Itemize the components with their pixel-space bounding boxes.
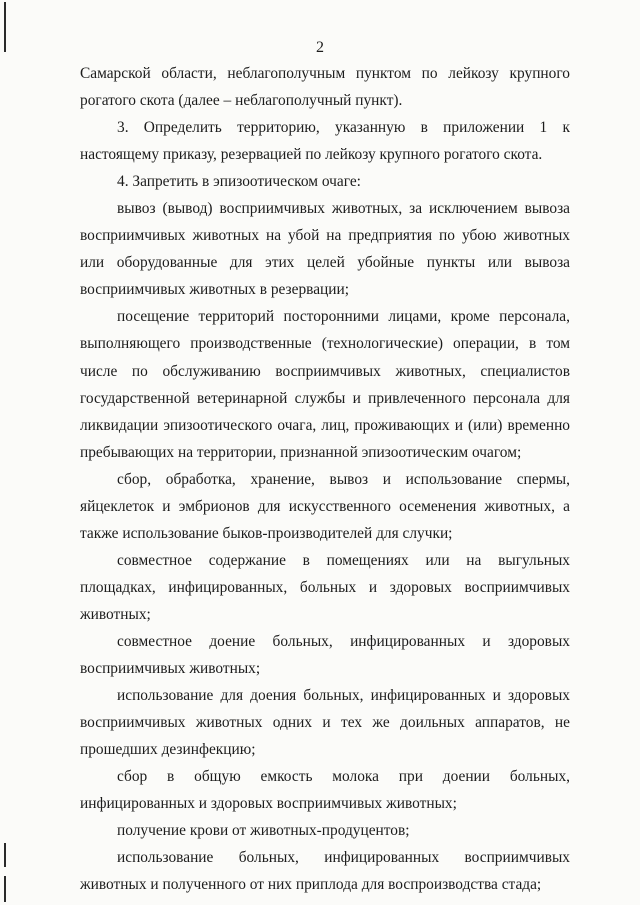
prohibition-joint-keeping: совместное содержание в помещениях или на выгульных площадках, инфицированных, больных и здоровых восприимчивых животных; [80, 551, 570, 623]
page-number: 2 [316, 39, 324, 56]
prohibition-joint-milking: совместное доение больных, инфицированных и здоровых восприимчивых животных; [80, 632, 570, 678]
prohibition-milk-collection: сбор в общую емкость молока при доении больных, инфицированных и здоровых восприимчивых животных; [80, 768, 570, 813]
prohibition-sperm: сбор, обработка, хранение, вывоз и использование спермы, яйцеклеток и эмбрионов для искусственного осеменения животных, а также использование быков-производителей для случки; [80, 470, 570, 542]
document-body [80, 60, 570, 898]
prohibition-milking-machines: использование для доения больных, инфицированных и здоровых восприимчивых животных одних и тех же доильных аппаратов, не прошедших дезинфекцию; [80, 687, 570, 759]
prohibition-blood: получение крови от животных-продуцентов; [117, 822, 410, 840]
scan-edge-mark [4, 843, 6, 867]
scan-edge-mark [4, 876, 6, 902]
paragraph-item-4: 4. Запретить в эпизоотическом очаге: [117, 173, 361, 191]
prohibition-removal: вывоз (вывод) восприимчивых животных, за исключением вывоза восприимчивых животных на убой на предприятия по убою животных или оборудованные для этих целей убойные пункты или вывоза восприимчивых животных в резервации; [80, 200, 570, 299]
paragraph-item-3: 3. Определить территорию, указанную в приложении 1 к настоящему приказу, резервацией по лейкозу крупного рогатого скота. [80, 119, 570, 164]
prohibition-breeding: использование больных, инфицированных восприимчивых животных и полученного от них приплода для воспроизводства стада; [80, 849, 570, 894]
prohibition-visits: посещение территорий посторонними лицами, кроме персонала, выполняющего производственные (технологические) операции, в том числе по обслуживанию восприимчивых животных, специалистов государственной ветеринарной службы и привлеченного персонала для ликвидации эпизоотического очага, лиц, проживающих и (или) временно пребывающих на территории, признанной эпизоотическим очагом; [80, 308, 570, 461]
paragraph-continuation: Самарской области, неблагополучным пунктом по лейкозу крупного рогатого скота (далее – неблагополучный пункт). [80, 65, 570, 110]
